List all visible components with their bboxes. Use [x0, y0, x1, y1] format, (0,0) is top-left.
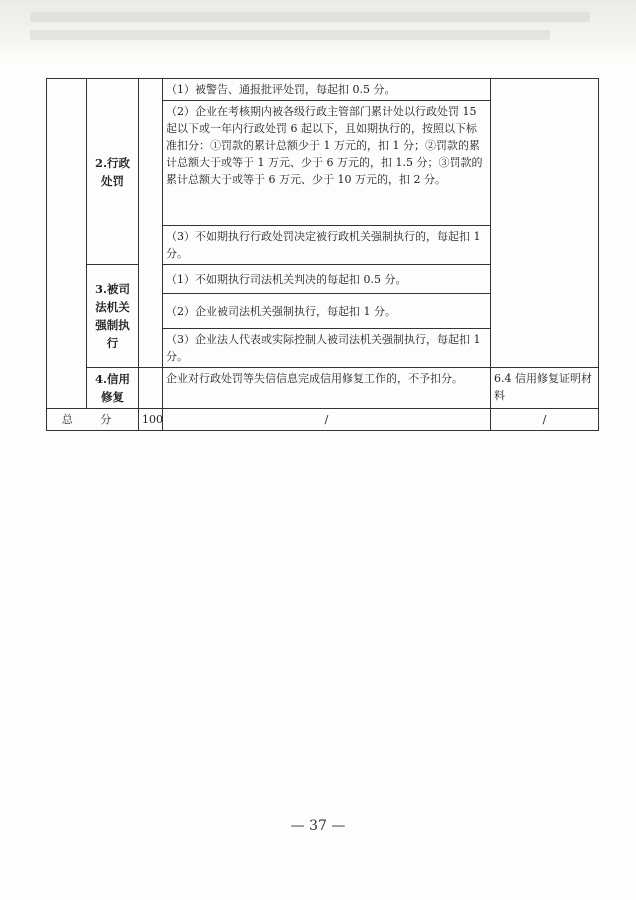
bleed-through-header: [0, 0, 636, 62]
blank-score-col: [139, 79, 163, 368]
criteria-text: 企业对行政处罚等失信信息完成信用修复工作的，不予扣分。: [166, 372, 463, 385]
bleed-text-line: [30, 30, 550, 40]
criteria-text: （3）企业法人代表或实际控制人被司法机关强制执行，每起扣 1 分。: [166, 333, 481, 363]
bleed-text-line: [30, 12, 590, 22]
criteria-text: （1）被警告、通报批评处罚，每起扣 0.5 分。: [166, 83, 396, 96]
criteria-cell: [163, 329, 491, 368]
page-number: — 37 —: [290, 818, 346, 834]
criteria-text: （2）企业被司法机关强制执行，每起扣 1 分。: [166, 304, 396, 318]
total-label: 总 分: [47, 409, 139, 431]
criteria-cell: [163, 265, 491, 294]
table-row: [47, 368, 599, 409]
blank-material-col: [491, 79, 599, 368]
blank-score-col: [139, 368, 163, 409]
material-cell: [491, 368, 599, 409]
category-admin-penalty: 2.行政处罚: [87, 79, 139, 265]
criteria-cell: [163, 226, 491, 265]
criteria-cell: [163, 368, 491, 409]
total-material: /: [491, 409, 599, 431]
criteria-cell: [163, 79, 491, 101]
blank-first-col: [47, 79, 87, 409]
criteria-text: （3）不如期执行行政处罚决定被行政机关强制执行的，每起扣 1 分。: [166, 230, 481, 260]
total-score: 100: [139, 409, 163, 431]
criteria-cell: [163, 294, 491, 329]
total-row: [47, 409, 599, 431]
criteria-text: （1）不如期执行司法机关判决的每起扣 0.5 分。: [166, 272, 407, 286]
material-text: 6.4 信用修复证明材料: [494, 372, 592, 402]
table-row: [47, 79, 599, 101]
category-judicial: 3.被司法机关强制执行: [87, 265, 139, 368]
scoring-table: [46, 78, 599, 431]
total-criteria: /: [163, 409, 491, 431]
criteria-text: （2）企业在考核期内被各级行政主管部门累计处以行政处罚 15 起以下或一年内行政处罚 6 起以下，且如期执行的，按照以下标准扣分：①罚款的累计总额少于 1 万元的，扣 1 分；②罚款的累计总额大于或等于 1 万元、少于 6 万元的，扣 1.5 分；③罚款的累计总额大于或等于 6 万元、少于 10 万元的，扣 2 分。: [166, 105, 483, 186]
category-credit-repair: 4.信用修复: [87, 368, 139, 409]
criteria-cell: [163, 101, 491, 226]
